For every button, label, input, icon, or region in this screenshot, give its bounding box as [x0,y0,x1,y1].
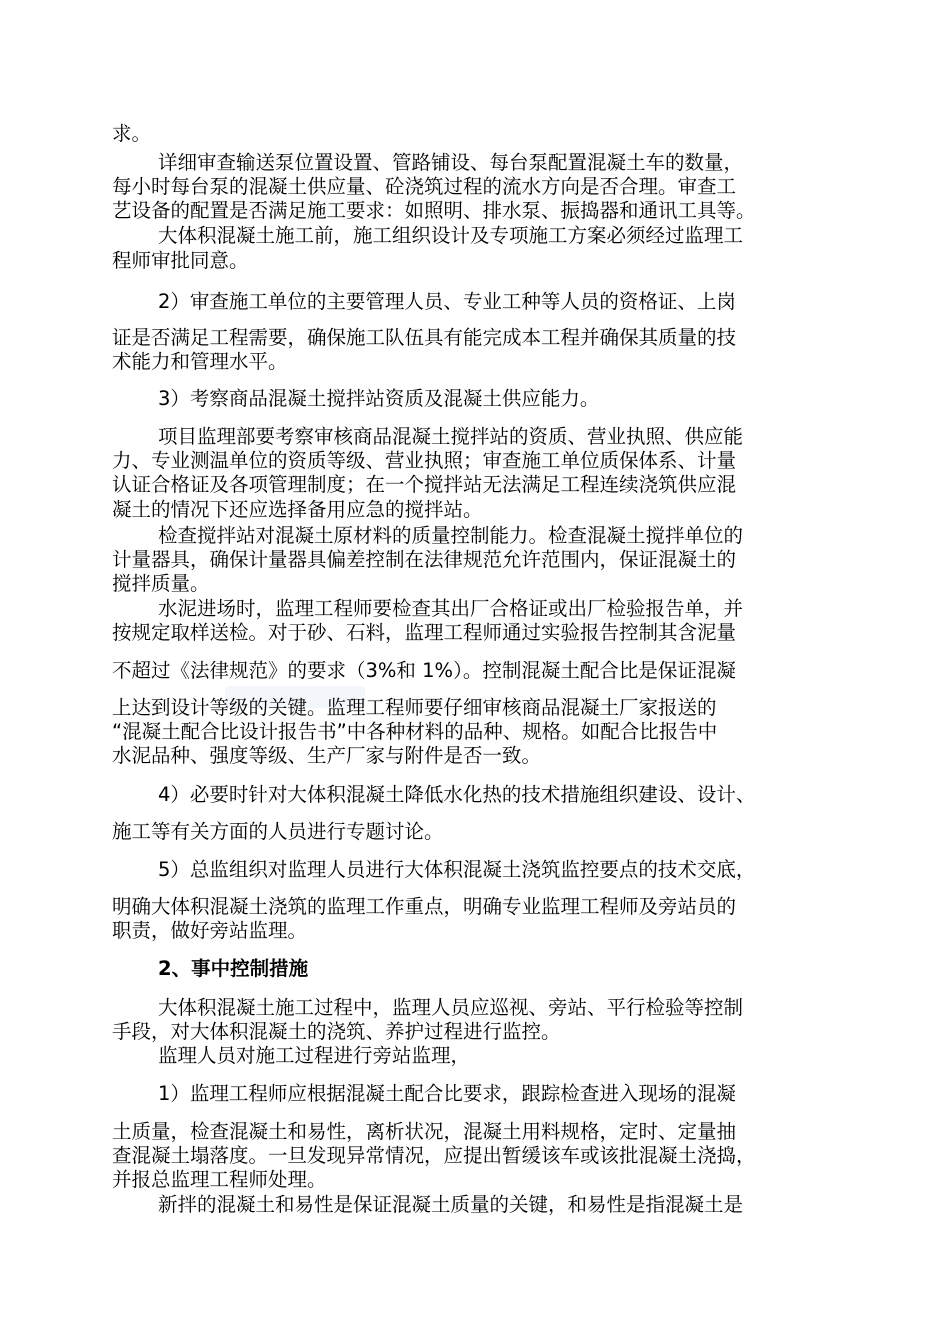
text-line: 项目监理部要考察审核商品混凝土搅拌站的资质、营业执照、供应能 [158,425,744,448]
text-line: 施工等有关方面的人员进行专题讨论。 [112,820,444,843]
text-line: 力、专业测温单位的资质等级、营业执照；审查施工单位质保体系、计量 [112,449,737,472]
text-line: 职责，做好旁站监理。 [112,919,308,942]
text-line: 程师审批同意。 [112,249,249,272]
text-line: 认证合格证及各项管理制度；在一个搅拌站无法满足工程连续浇筑供应混 [112,473,737,496]
text-line: 手段，对大体积混凝土的浇筑、养护过程进行监控。 [112,1020,561,1043]
text-line: 计量器具，确保计量器具偏差控制在法律规范允许范围内，保证混凝土的 [112,548,737,571]
text-line: 术能力和管理水平。 [112,350,288,373]
text-line: 凝土的情况下还应选择备用应急的搅拌站。 [112,498,483,521]
section-heading: 2、事中控制措施 [158,957,309,980]
text-line: 大体积混凝土施工过程中，监理人员应巡视、旁站、平行检验等控制 [158,996,744,1019]
text-line: 每小时每台泵的混凝土供应量、砼浇筑过程的流水方向是否合理。审查工 [112,175,737,198]
text-line: 查混凝土塌落度。一旦发现异常情况，应提出暂缓该车或该批混凝土浇捣， [112,1144,756,1167]
text-line: 证是否满足工程需要，确保施工队伍具有能完成本工程并确保其质量的技 [112,326,737,349]
text-line: 土质量，检查混凝土和易性，离析状况，混凝土用料规格，定时、定量抽 [112,1120,737,1143]
text-line: 不超过《法律规范》的要求（3%和 1%）。控制混凝土配合比是保证混凝 [112,659,736,682]
text-line: 求。 [112,122,152,145]
text-line: 水泥进场时，监理工程师要检查其出厂合格证或出厂检验报告单，并 [158,597,744,620]
numbered-item: 4）必要时针对大体积混凝土降低水化热的技术措施组织建设、设计、 [158,783,756,806]
text-line: 明确大体积混凝土浇筑的监理工作重点，明确专业监理工程师及旁站员的 [112,895,737,918]
numbered-item: 5）总监组织对监理人员进行大体积混凝土浇筑监控要点的技术交底， [158,858,756,881]
text-line: 新拌的混凝土和易性是保证混凝土质量的关键，和易性是指混凝土是 [158,1193,744,1216]
text-line: 水泥品种、强度等级、生产厂家与附件是否一致。 [112,744,542,767]
text-line: 搅拌质量。 [112,572,210,595]
text-line: 上达到设计等级的关键。监理工程师要仔细审核商品混凝土厂家报送的 [112,696,717,719]
numbered-item: 1）监理工程师应根据混凝土配合比要求，跟踪检查进入现场的混凝 [158,1082,736,1105]
text-line: 艺设备的配置是否满足施工要求：如照明、排水泵、振捣器和通讯工具等。 [112,199,756,222]
text-line: 检查搅拌站对混凝土原材料的质量控制能力。检查混凝土搅拌单位的 [158,524,744,547]
text-line: 详细审查输送泵位置设置、管路铺设、每台泵配置混凝土车的数量， [158,151,744,174]
numbered-item: 2）审查施工单位的主要管理人员、专业工种等人员的资格证、上岗 [158,290,736,313]
text-line: 并报总监理工程师处理。 [112,1168,327,1191]
text-line: 监理人员对施工过程进行旁站监理， [158,1044,471,1067]
text-line: 按规定取样送检。对于砂、石料，监理工程师通过实验报告控制其含泥量 [112,621,737,644]
text-line: “混凝土配合比设计报告书”中各种材料的品种、规格。如配合比报告中 [112,720,718,743]
text-line: 大体积混凝土施工前，施工组织设计及专项施工方案必须经过监理工 [158,224,744,247]
numbered-item: 3）考察商品混凝土搅拌站资质及混凝土供应能力。 [158,387,600,410]
